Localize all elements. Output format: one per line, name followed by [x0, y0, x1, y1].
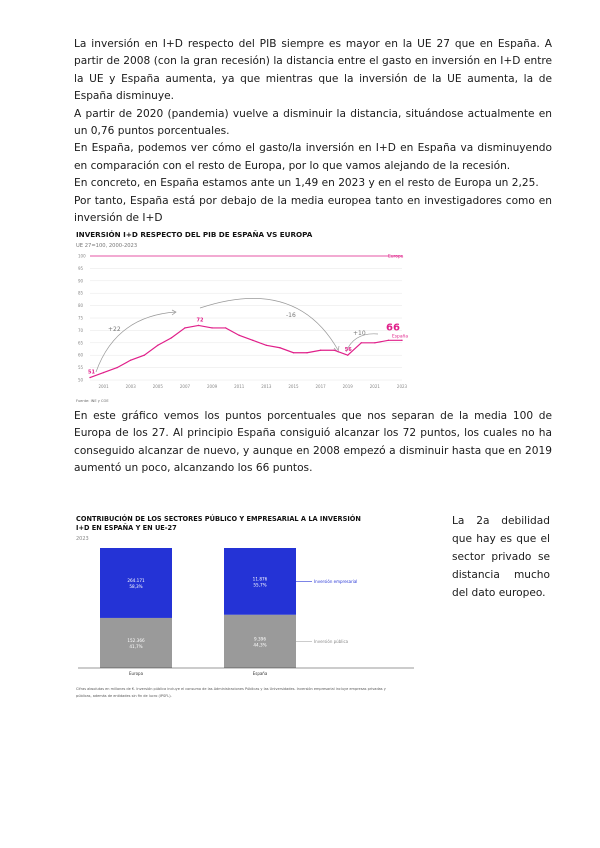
value-label-last: 66 [386, 322, 400, 334]
data-point [252, 340, 253, 341]
y-axis-ticks [78, 254, 86, 383]
chart-gridlines [90, 256, 402, 380]
chart-title: INVERSIÓN I+D RESPECTO DEL PIB DE ESPAÑA VS EUROPA [76, 230, 313, 239]
value-label: 152.366 [127, 637, 145, 643]
data-point [116, 367, 117, 368]
bar-segments [100, 548, 296, 668]
paragraph: En este gráfico vemos los puntos porcentuales que nos separan de la media 100 de Europa de los 27. Al principio España consiguió alcanzar los 72 puntos, los cuales no ha conseguido alcanzar de nuevo, y aunque en 2008 empezó a disminuir hasta que en 2019 aumentó un poco, alcanzando los 66 puntos. [74, 410, 552, 475]
x-tick-label: 2005 [152, 384, 163, 389]
data-point [279, 347, 280, 348]
legend-public: Inversión pública [314, 638, 349, 644]
data-point [157, 345, 158, 346]
x-tick-label: 2007 [179, 384, 191, 389]
y-tick-label: 70 [78, 327, 84, 333]
x-tick-label: 2001 [98, 384, 109, 389]
recover-label: +10 [353, 330, 366, 337]
data-point [401, 340, 402, 341]
y-tick-label: 75 [78, 315, 84, 321]
x-tick-label: 2015 [288, 384, 299, 389]
paragraph: La inversión en I+D respecto del PIB siempre es mayor en la UE 27 que en España. A partir de 2008 (con la gran recesión) la distancia entre el gasto en inversión en I+D entre la UE y España aumenta, ya que mientras que la inversión de la UE aumenta, la de España disminuye. [74, 38, 552, 103]
chart-subtitle: 2023 [76, 536, 89, 542]
y-tick-label: 65 [78, 340, 84, 346]
x-tick-label: 2019 [342, 384, 353, 389]
x-tick-label: 2017 [315, 384, 326, 389]
y-tick-label: 85 [78, 290, 84, 296]
data-point [347, 355, 348, 356]
data-point [144, 355, 145, 356]
x-axis-ticks [98, 384, 407, 389]
data-point [211, 327, 212, 328]
y-tick-label: 100 [78, 253, 86, 259]
data-point [103, 372, 104, 373]
data-point [333, 350, 334, 351]
y-tick-label: 50 [78, 377, 84, 383]
chart-title-line2: I+D EN ESPAÑA Y EN UE-27 [76, 524, 177, 532]
side-note: La 2a debilidad que hay es que el sector privado se distancia mucho del dato europeo. [452, 515, 550, 599]
percent-label: 55,7% [253, 582, 267, 588]
data-point [198, 325, 199, 326]
legend-espana: España [392, 334, 409, 340]
data-point [293, 352, 294, 353]
x-tick-label: 2009 [206, 384, 218, 389]
y-tick-label: 90 [78, 278, 84, 284]
chart-footnote-line2: públicas, además de entidades sin fin de lucro (IPSFL). [76, 694, 172, 698]
x-tick-label: 2023 [396, 384, 408, 389]
rd-gdp-line-chart [76, 228, 412, 404]
percent-label: 44,3% [253, 642, 267, 648]
y-tick-label: 80 [78, 303, 84, 309]
data-point [239, 335, 240, 336]
paragraph: Por tanto, España está por debajo de la media europea tanto en investigadores como en inversión de I+D [74, 194, 552, 225]
chart-subtitle: UE 27=100, 2000-2023 [76, 243, 138, 249]
rise-label: +22 [108, 326, 121, 333]
percent-label: 41,7% [129, 643, 143, 649]
chart-commentary [74, 408, 552, 478]
value-label: 9.396 [254, 636, 266, 642]
sector-contribution-bar-chart [74, 512, 426, 708]
y-tick-label: 55 [78, 365, 84, 371]
fall-arrow [200, 298, 338, 350]
legend-private: Inversión empresarial [314, 578, 358, 584]
chart-footnote-line1: Cifras absolutas en millones de €. Inversión pública incluye el consumo de las Administraciones Públicas y las Universidades. Inversión empresarial incluye empresas privadas y [76, 687, 386, 691]
data-point [361, 342, 362, 343]
x-tick-label: 2021 [369, 384, 380, 389]
category-label: España [252, 671, 268, 676]
y-tick-label: 60 [78, 352, 84, 358]
value-label-first: 51 [88, 369, 95, 376]
paragraph: En España, podemos ver cómo el gasto/la inversión en I+D en España va disminuyendo en comparación con el resto de Europa, por lo que vamos alejando de la recesión. [74, 142, 552, 172]
data-point [184, 327, 185, 328]
legend-leaders [296, 581, 312, 641]
value-label-low: 56 [344, 347, 352, 354]
data-point [306, 352, 307, 353]
x-tick-label: 2011 [234, 384, 245, 389]
trend-arrows [96, 298, 378, 372]
value-label: 11.876 [252, 576, 268, 582]
value-label-peak: 72 [196, 317, 204, 324]
percent-label: 58,3% [129, 583, 143, 589]
category-label: Europa [128, 671, 144, 676]
x-tick-label: 2003 [125, 384, 136, 389]
data-point [89, 377, 90, 378]
chart-source: Fuente: INE y COE [76, 399, 109, 403]
paragraph: A partir de 2020 (pandemia) vuelve a disminuir la distancia, situándose actualmente en un 0,76 puntos porcentuales. [74, 107, 552, 138]
paragraph: En concreto, en España estamos ante un 1,49 en 2023 y en el resto de Europa un 2,25. [74, 177, 539, 190]
value-label: 264.171 [127, 577, 145, 583]
data-point [374, 342, 375, 343]
data-point [320, 350, 321, 351]
data-point [266, 345, 267, 346]
data-point [130, 359, 131, 360]
chart-title-line1: CONTRIBUCIÓN DE LOS SECTORES PÚBLICO Y EMPRESARIAL A LA INVERSIÓN [76, 515, 361, 523]
legend-europa: Europa [388, 254, 404, 260]
data-point [225, 327, 226, 328]
data-point [171, 337, 172, 338]
data-point [388, 340, 389, 341]
intro-text [74, 36, 552, 227]
x-tick-label: 2013 [261, 384, 272, 389]
fall-label: -16 [286, 312, 296, 319]
y-tick-label: 95 [78, 265, 84, 271]
